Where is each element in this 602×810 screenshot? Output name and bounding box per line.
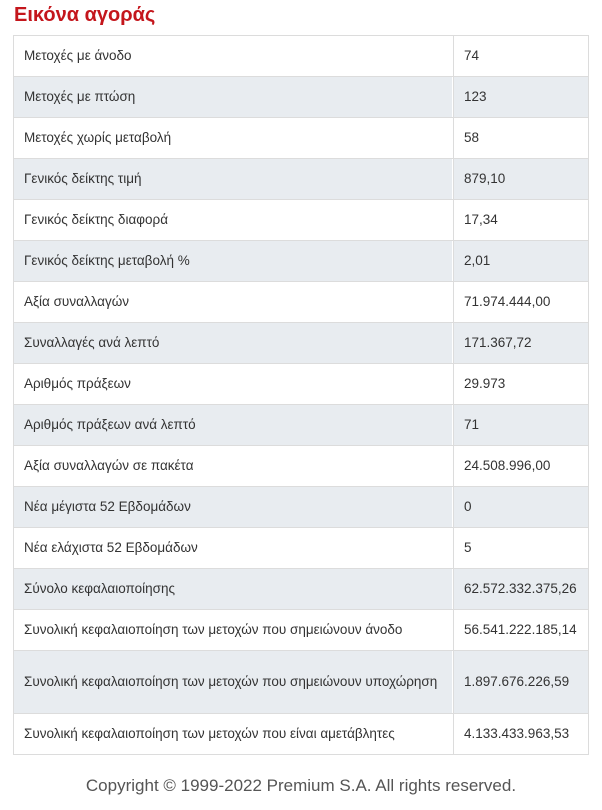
row-value: 879,10 <box>453 159 588 199</box>
table-row <box>14 569 588 610</box>
row-value: 74 <box>453 36 588 76</box>
table-row <box>14 323 588 364</box>
table-row <box>14 241 588 282</box>
table-row <box>14 528 588 569</box>
table-row <box>14 36 588 77</box>
row-value: 56.541.222.185,14 <box>453 610 588 650</box>
row-value: 123 <box>453 77 588 117</box>
row-label: Συναλλαγές ανά λεπτό <box>14 323 453 363</box>
table-row <box>14 651 588 714</box>
row-value: 29.973 <box>453 364 588 404</box>
table-row <box>14 405 588 446</box>
table-row <box>14 364 588 405</box>
row-label: Μετοχές με πτώση <box>14 77 453 117</box>
row-label: Μετοχές με άνοδο <box>14 36 453 76</box>
table-row <box>14 487 588 528</box>
table-row <box>14 714 588 755</box>
table-row <box>14 446 588 487</box>
row-label: Συνολική κεφαλαιοποίηση των μετοχών που είναι αμετάβλητες <box>14 714 453 754</box>
table-row <box>14 200 588 241</box>
table-row <box>14 77 588 118</box>
row-label: Γενικός δείκτης διαφορά <box>14 200 453 240</box>
table-row <box>14 610 588 651</box>
table-row <box>14 118 588 159</box>
page-title: Εικόνα αγοράς <box>14 4 156 26</box>
copyright-footer: Copyright © 1999-2022 Premium S.A. All rights reserved. <box>85 776 517 795</box>
table-row <box>14 159 588 200</box>
row-value: 71.974.444,00 <box>453 282 588 322</box>
row-label: Γενικός δείκτης τιμή <box>14 159 453 199</box>
row-value: 17,34 <box>453 200 588 240</box>
row-value: 62.572.332.375,26 <box>453 569 588 609</box>
row-label: Αριθμός πράξεων <box>14 364 453 404</box>
row-value: 2,01 <box>453 241 588 281</box>
table-row <box>14 282 588 323</box>
row-label: Συνολική κεφαλαιοποίηση των μετοχών που σημειώνουν υποχώρηση <box>14 651 453 713</box>
row-value: 0 <box>453 487 588 527</box>
row-label: Νέα μέγιστα 52 Εβδομάδων <box>14 487 453 527</box>
row-label: Μετοχές χωρίς μεταβολή <box>14 118 453 158</box>
row-value: 58 <box>453 118 588 158</box>
row-label: Αξία συναλλαγών σε πακέτα <box>14 446 453 486</box>
row-value: 171.367,72 <box>453 323 588 363</box>
row-label: Συνολική κεφαλαιοποίηση των μετοχών που σημειώνουν άνοδο <box>14 610 453 650</box>
row-value: 1.897.676.226,59 <box>453 651 588 713</box>
row-label: Νέα ελάχιστα 52 Εβδομάδων <box>14 528 453 568</box>
market-overview-table <box>13 35 589 755</box>
row-value: 5 <box>453 528 588 568</box>
row-label: Αξία συναλλαγών <box>14 282 453 322</box>
row-label: Σύνολο κεφαλαιοποίησης <box>14 569 453 609</box>
row-value: 4.133.433.963,53 <box>453 714 588 754</box>
row-label: Αριθμός πράξεων ανά λεπτό <box>14 405 453 445</box>
row-label: Γενικός δείκτης μεταβολή % <box>14 241 453 281</box>
row-value: 24.508.996,00 <box>453 446 588 486</box>
row-value: 71 <box>453 405 588 445</box>
